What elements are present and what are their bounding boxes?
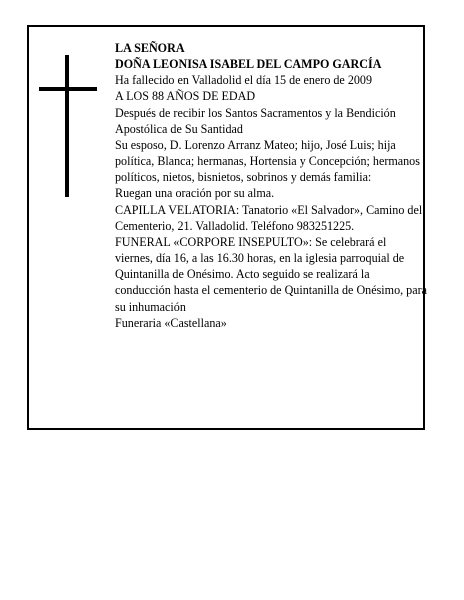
- prayer-line: Ruegan una oración por su alma.: [115, 186, 275, 201]
- funeral-paragraph: FUNERAL «CORPORE INSEPULTO»: Se celebrará el viernes, día 16, a las 16.30 horas, en la iglesia parroquial de Quintanilla de Onésimo. Acto seguido se realizará la conducción hasta el cementerio de Quintanilla de Onésimo, para su inhumación: [115, 234, 427, 314]
- latin-cross-icon: [39, 55, 101, 197]
- cross-vertical-bar: [65, 55, 69, 197]
- notice-body: [115, 40, 427, 331]
- cross-horizontal-bar: [39, 87, 97, 91]
- chapel-paragraph: CAPILLA VELATORIA: Tanatorio «El Salvador», Camino del Cementerio, 21. Valladolid. Teléfono 983251225.: [115, 202, 423, 233]
- obituary-notice: [27, 25, 425, 430]
- funeral-home-line: Funeraria «Castellana»: [115, 315, 227, 330]
- sacraments-paragraph: Después de recibir los Santos Sacramentos y la Bendición Apostólica de Su Santidad: [115, 105, 396, 136]
- notice-title: LA SEÑORA: [115, 41, 185, 55]
- family-paragraph: Su esposo, D. Lorenzo Arranz Mateo; hijo, José Luis; hija política, Blanca; hermanas, Hortensia y Concepción; hermanos políticos, nietos, bisnietos, sobrinos y demás familia:: [115, 137, 420, 185]
- age-line: A LOS 88 AÑOS DE EDAD: [115, 89, 256, 104]
- deceased-name: DOÑA LEONISA ISABEL DEL CAMPO GARCÍA: [115, 57, 382, 72]
- death-date-line: Ha fallecido en Valladolid el día 15 de enero de 2009: [115, 73, 373, 88]
